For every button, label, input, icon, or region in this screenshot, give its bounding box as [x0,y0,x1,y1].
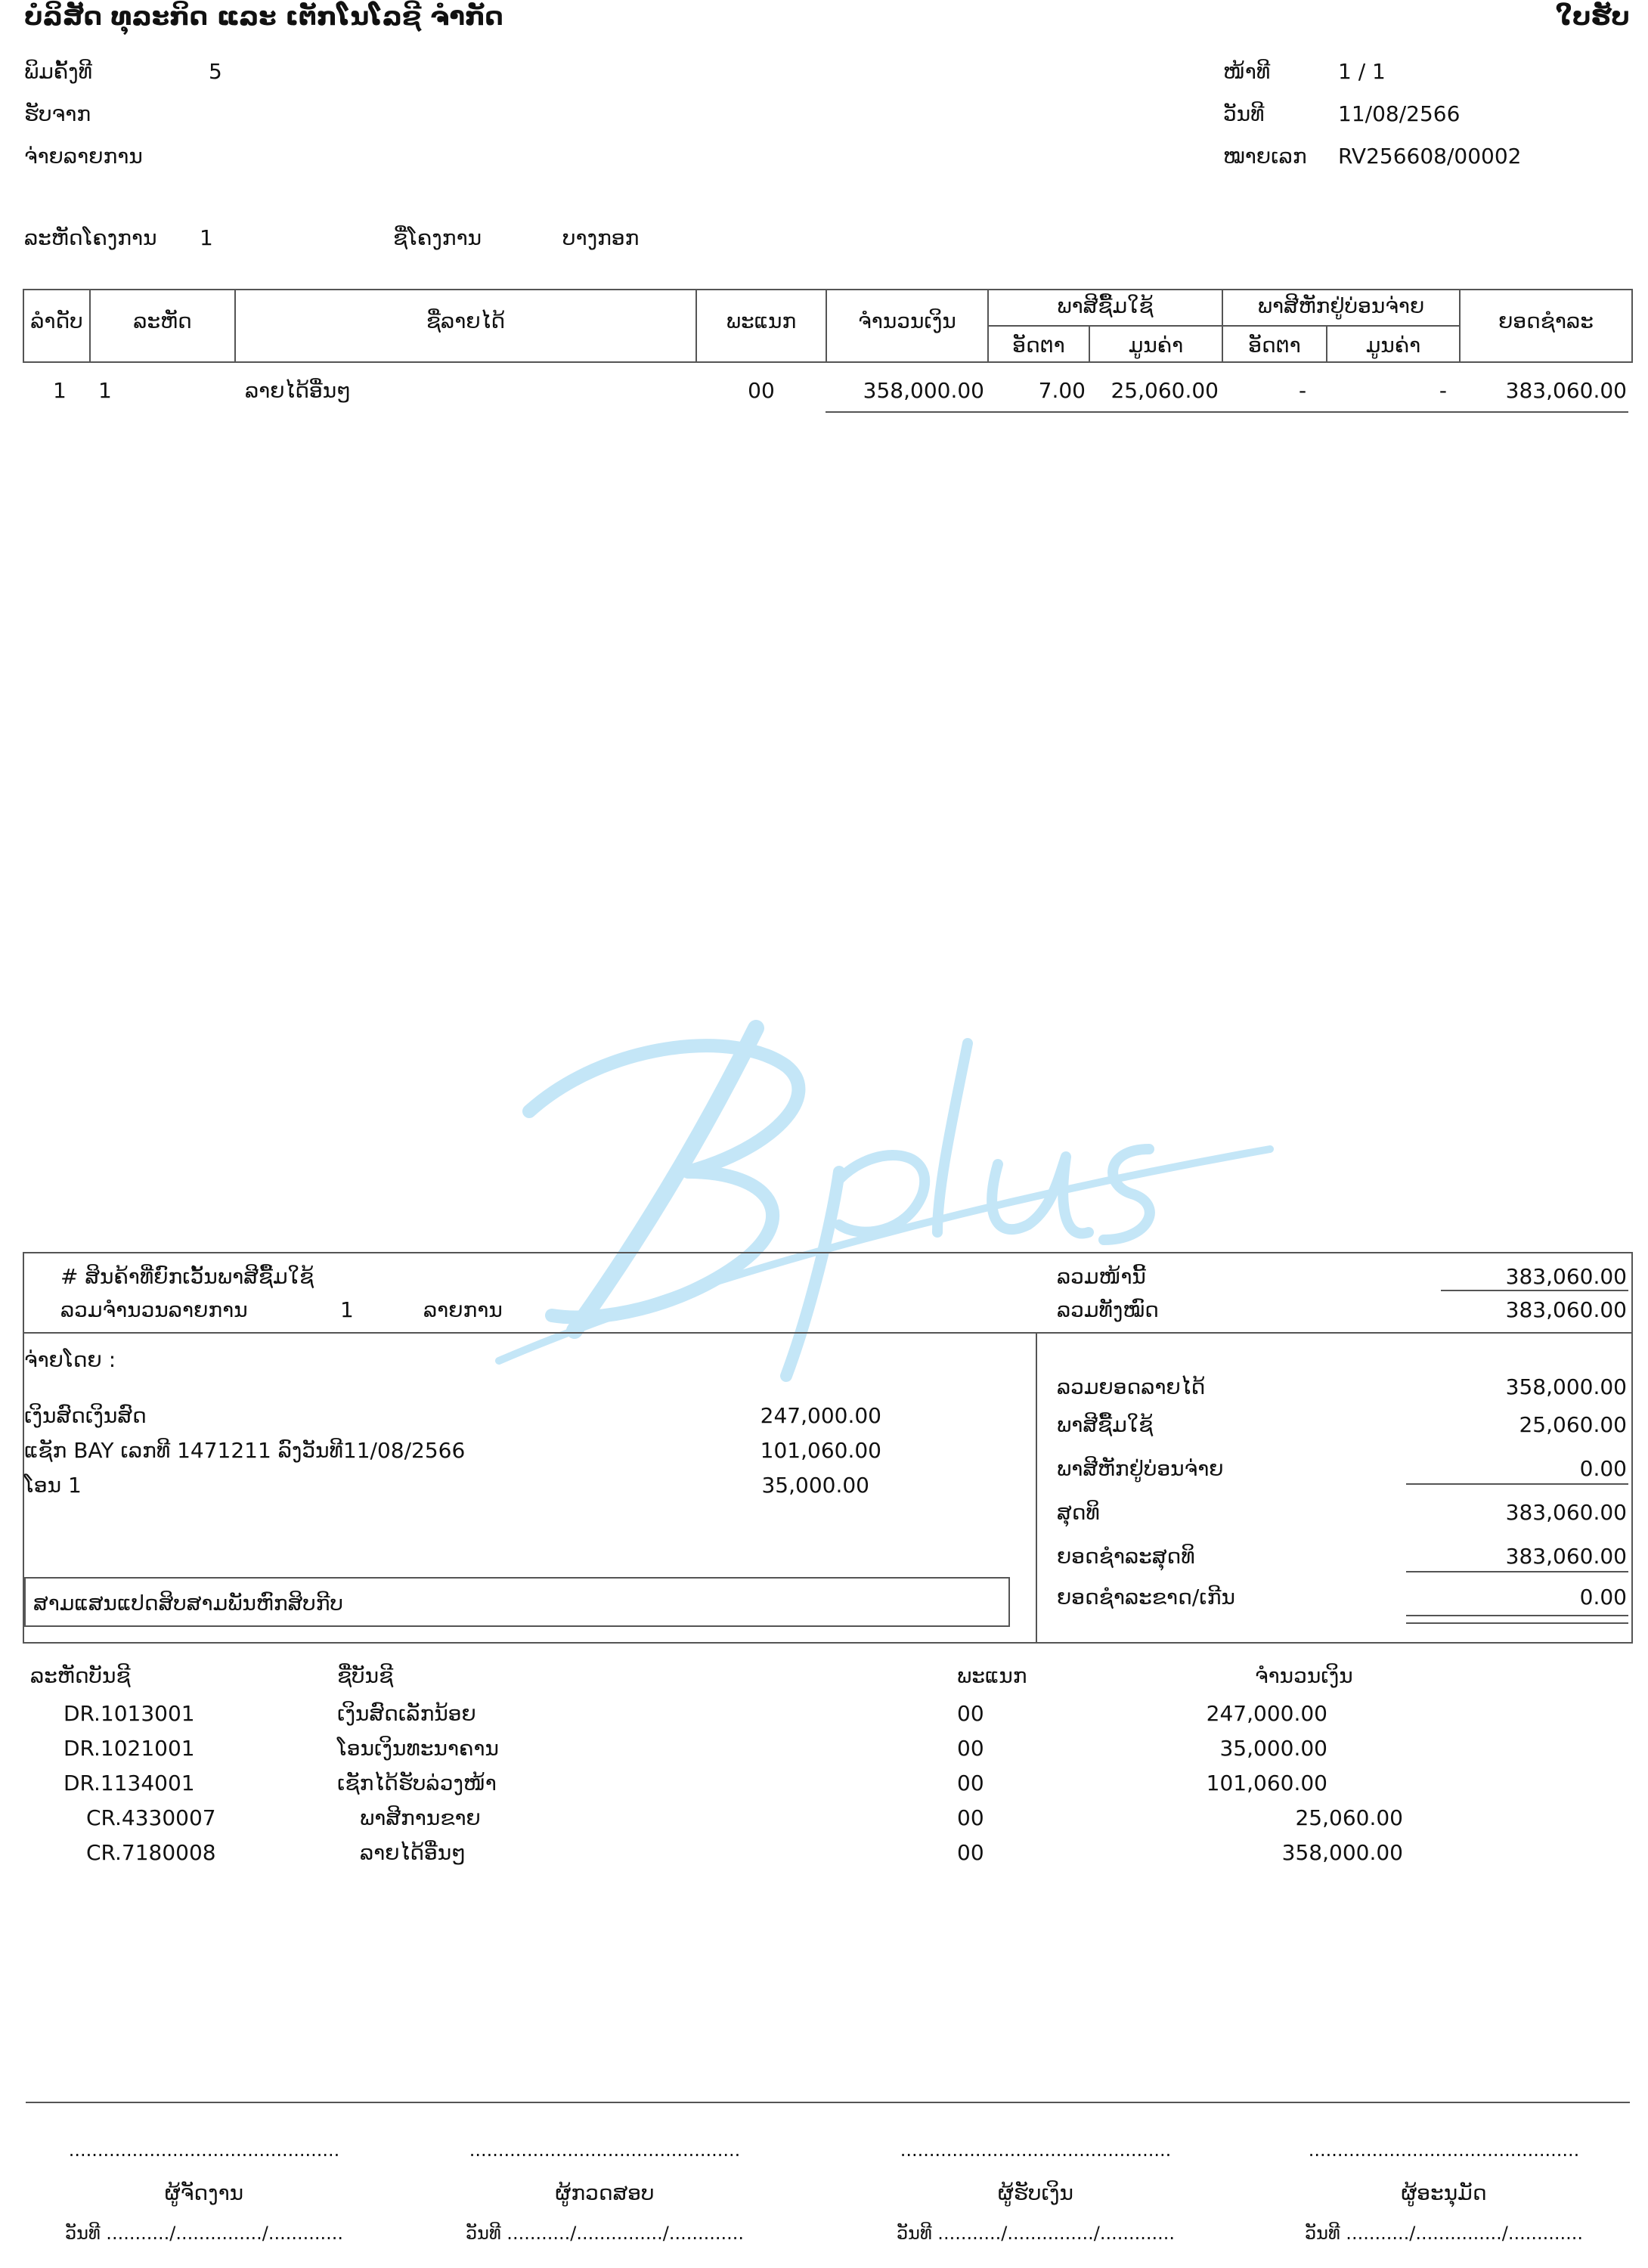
project-name-label: ຊື່ໂຄງການ [393,225,482,250]
signature-date: ວັນທີ .........../.............../............. [465,2223,745,2244]
expense-list-label: ຈ່າຍລາຍການ [24,144,143,169]
net-paid-underline [1406,1571,1628,1572]
account-dept: 00 [957,1736,984,1761]
account-code: DR.1021001 [64,1736,195,1761]
payment-bottom-border [23,1642,1633,1644]
project-name: ບາງກອກ [562,225,640,250]
print-count: 5 [209,59,222,84]
net-paid-label: ຍອດຊຳລະສຸດທິ [1057,1544,1195,1569]
payment-line-label: ໂອນ 1 [24,1473,82,1498]
wht-label: ພາສີຫັກຢູ່ບ່ອນຈ່າຍ [1057,1456,1224,1481]
payment-divider [1036,1334,1037,1644]
header-dept: ພະແນກ [726,308,797,333]
header-wht-value: ມູນຄ່າ [1365,333,1421,358]
net-label: ສຸດທິ [1057,1500,1100,1525]
signature-dots: ............................................... [68,2139,340,2161]
income-total-label: ລວມຍອດລາຍໄດ້ [1057,1374,1206,1399]
account-dept: 00 [957,1701,984,1726]
accounts-header-amount: ຈຳນວນເງິນ [1255,1663,1353,1688]
project-code-label: ລະຫັດໂຄງການ [24,225,157,250]
signature-dots: ............................................... [469,2139,741,2161]
header-seq: ລຳດັບ [30,308,83,333]
vat-amount: 25,060.00 [1519,1412,1627,1437]
row-seq: 1 [53,378,67,403]
row-amount: 358,000.00 [863,378,984,403]
page-total-underline [1441,1290,1628,1291]
exempt-note: # ສິນຄ້າທີ່ຍົກເວັ້ນພາສີຊື້ມໃຊ້ [60,1264,314,1289]
items-unit: ລາຍການ [423,1297,503,1322]
payment-right-border [1631,1334,1633,1644]
header-vat: ພາສີຊື້ມໃຊ້ [1057,293,1154,318]
row-code: 1 [98,378,112,403]
account-debit: 247,000.00 [1206,1701,1327,1726]
signature-role: ຜູ້ກວດສອບ [555,2180,655,2205]
accounts-header-name: ຊື່ບັນຊີ [337,1663,394,1688]
difference-label: ຍອດຊຳລະຂາດ/ເກີນ [1057,1585,1235,1610]
page-number: 1 / 1 [1338,59,1386,84]
header-total: ຍອດຊຳລະ [1498,308,1594,333]
account-code: CR.7180008 [86,1840,216,1865]
row-dept: 00 [748,378,775,403]
signature-role: ຜູ້ອະນຸມັດ [1401,2180,1487,2205]
page-total-label: ລວມໜ້ານີ້ [1057,1264,1146,1289]
header-code: ລະຫັດ [133,308,192,333]
account-debit: 35,000.00 [1219,1736,1327,1761]
header-vat-value: ມູນຄ່າ [1128,333,1184,358]
account-credit: 25,060.00 [1295,1805,1403,1830]
account-name: ເຊັກໄດ້ຮັບລ່ວງໜ້າ [337,1771,497,1796]
signature-role: ຜູ້ຈັດງານ [164,2180,244,2205]
number-label: ໝາຍເລກ [1223,144,1307,169]
header-subdivider [987,325,1459,327]
account-name: ລາຍໄດ້ອື່ນໆ [360,1840,466,1865]
company-name: ບໍລິສັດ ທຸລະກິດ ແລະ ເຕັກໂນໂລຊີ ຈຳກັດ [24,2,503,32]
row-total: 383,060.00 [1505,378,1627,403]
account-credit: 358,000.00 [1281,1840,1403,1865]
wht-underline [1406,1483,1628,1485]
account-code: DR.1134001 [64,1771,195,1796]
accounts-header-dept: ພະແນກ [957,1663,1027,1688]
account-name: ເງິນສົດເລັກນ້ອຍ [337,1701,476,1726]
account-code: DR.1013001 [64,1701,195,1726]
signature-dots: ............................................... [900,2139,1172,2161]
document-date: 11/08/2566 [1338,101,1461,126]
signature-separator [26,2102,1630,2103]
account-dept: 00 [957,1805,984,1830]
page-label: ໜ້າທີ [1223,59,1271,84]
row-vat-rate: 7.00 [1038,378,1086,403]
account-debit: 101,060.00 [1206,1771,1327,1796]
net-amount: 383,060.00 [1505,1500,1627,1525]
project-code: 1 [200,225,213,250]
header-wht: ພາສີຫັກຢູ່ບ່ອນຈ່າຍ [1257,293,1425,318]
total-items-label: ລວມຈຳນວນລາຍການ [60,1297,248,1322]
double-underline-bottom [1406,1622,1628,1624]
signature-dots: ............................................... [1308,2139,1580,2161]
header-wht-rate: ອັດຕາ [1248,333,1301,358]
received-from-label: ຮັບຈາກ [24,101,91,126]
signature-date: ວັນທີ .........../.............../............. [1304,2223,1584,2244]
accounts-header-code: ລະຫັດບັນຊີ [30,1663,131,1688]
account-dept: 00 [957,1771,984,1796]
account-dept: 00 [957,1840,984,1865]
payment-line-label: ເງິນສົດເງິນສົດ [24,1403,147,1428]
signature-date: ວັນທີ .........../.............../............. [896,2223,1176,2244]
grand-total: 383,060.00 [1505,1297,1627,1322]
vat-label: ພາສີຊື້ມໃຊ້ [1057,1412,1154,1437]
account-name: ໂອນເງິນທະນາຄານ [337,1736,499,1761]
income-total: 358,000.00 [1505,1374,1627,1399]
row-vat-value: 25,060.00 [1111,378,1219,403]
print-count-label: ພິມຄັ້ງທີ [24,59,92,84]
header-income-name: ຊື່ລາຍໄດ້ [426,308,506,333]
double-underline-top [1406,1615,1628,1616]
account-code: CR.4330007 [86,1805,216,1830]
net-paid-amount: 383,060.00 [1505,1544,1627,1569]
payment-line-amount: 101,060.00 [760,1438,881,1463]
row-underline [826,411,1628,413]
row-wht-value: - [1439,378,1447,403]
paid-by-label: ຈ່າຍໂດຍ : [24,1347,116,1372]
signature-date: ວັນທີ .........../.............../............. [64,2223,344,2244]
wht-amount: 0.00 [1579,1456,1627,1481]
date-label: ວັນທີ [1223,101,1265,126]
document-number: RV256608/00002 [1338,144,1522,169]
signature-role: ຜູ້ຮັບເງິນ [998,2180,1073,2205]
grand-total-label: ລວມທັງໝົດ [1057,1297,1159,1322]
document-type: ໃບຮັບ [1555,2,1630,32]
payment-line-amount: 35,000.00 [761,1473,869,1498]
header-amount: ຈຳນວນເງິນ [858,308,956,333]
difference-amount: 0.00 [1579,1585,1627,1610]
row-wht-rate: - [1298,378,1307,403]
page-total: 383,060.00 [1505,1264,1627,1289]
total-items: 1 [340,1297,354,1322]
amount-in-words: ສາມແສນແປດສິບສາມພັນຫົກສິບກີບ [33,1591,344,1616]
account-name: ພາສີການຂາຍ [360,1805,481,1830]
payment-line-amount: 247,000.00 [760,1403,881,1428]
row-income-name: ລາຍໄດ້ອື່ນໆ [245,378,352,403]
payment-line-label: ແຊັກ BAY ເລກທີ 1471211 ລົງວັນທີ11/08/2566 [24,1438,466,1463]
header-vat-rate: ອັດຕາ [1012,333,1065,358]
